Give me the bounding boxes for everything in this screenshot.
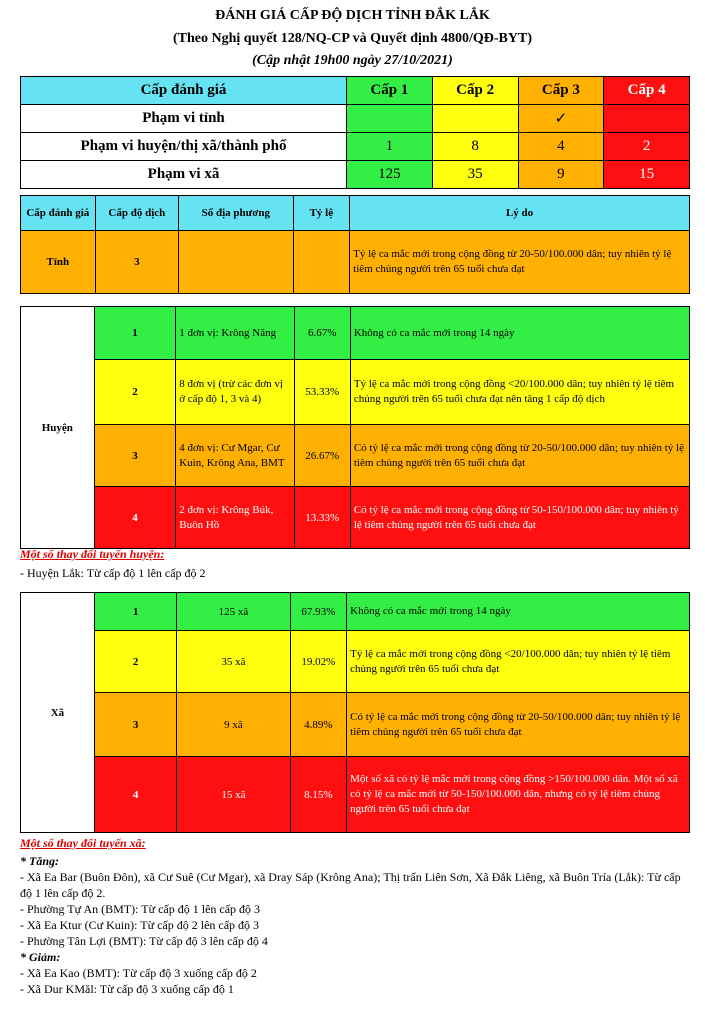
summary-header-label: Cấp đánh giá — [21, 77, 347, 105]
summary-header-row — [21, 77, 690, 105]
level-2-header: Cấp 2 — [432, 77, 518, 105]
ratio-cell — [293, 231, 350, 294]
reason-cell: Một số xã có tỷ lệ mắc mới trong cộng đồng >150/100.000 dân. Một số xã có tỷ lệ ca mắc mới từ 50-150/100.000 dân, nhưng có tỷ lệ tiêm chủng người trên 65 tuổi chưa đạt — [347, 757, 690, 833]
level-cell: 1 — [94, 593, 177, 631]
commune-changes-title: Một số thay đổi tuyến xã: — [20, 836, 146, 850]
col-header-reason: Lý do — [350, 196, 690, 231]
count-cell: 15 xã — [177, 757, 290, 833]
level-cell: 3 — [95, 231, 179, 294]
reason-cell: Không có ca mắc mới trong 14 ngày — [347, 593, 690, 631]
col-header-scope: Cấp đánh giá — [21, 196, 96, 231]
table-row — [21, 593, 690, 631]
level-cell: 2 — [94, 631, 177, 693]
count-cell — [179, 231, 293, 294]
reason-cell: Tỷ lệ ca mắc mới trong cộng đồng <20/100.000 dân; tuy nhiên tỷ lệ tiêm chủng người trên 65 tuổi chưa đạt — [347, 631, 690, 693]
summary-row-label: Phạm vi xã — [21, 161, 347, 189]
table-row — [21, 307, 690, 360]
count-cell: 1 đơn vị: Krông Năng — [176, 307, 294, 360]
page-title: ĐÁNH GIÁ CẤP ĐỘ DỊCH TỈNH ĐẮK LẮK — [215, 8, 490, 23]
check-mark-icon: ✓ — [518, 105, 604, 133]
increase-label: * Tăng: — [20, 854, 59, 868]
ratio-cell: 26.67% — [294, 425, 350, 487]
summary-cell: 125 — [347, 161, 433, 189]
list-item: - Xã Ea Kao (BMT): Từ cấp độ 3 xuống cấp độ 2 — [20, 966, 257, 980]
level-cell: 2 — [94, 360, 176, 425]
level-cell: 1 — [94, 307, 176, 360]
summary-cell: 9 — [518, 161, 604, 189]
count-cell: 9 xã — [177, 693, 290, 757]
province-row — [21, 231, 690, 294]
scope-label: Tỉnh — [21, 231, 96, 294]
district-change-item: - Huyện Lắk: Từ cấp độ 1 lên cấp độ 2 — [20, 566, 206, 580]
ratio-cell: 6.67% — [294, 307, 350, 360]
level-cell: 3 — [94, 693, 177, 757]
summary-cell: 1 — [347, 133, 433, 161]
table-row — [21, 757, 690, 833]
summary-row-province — [21, 105, 690, 133]
ratio-cell: 4.89% — [290, 693, 347, 757]
summary-row-commune — [21, 161, 690, 189]
summary-cell: 4 — [518, 133, 604, 161]
district-changes-title: Một số thay đổi tuyến huyện: — [20, 547, 165, 561]
table-row — [21, 487, 690, 549]
reason-cell: Có tỷ lệ ca mắc mới trong cộng đồng từ 20-50/100.000 dân; tuy nhiên tỷ lệ tiêm chủng người trên 65 tuổi chưa đạt — [350, 425, 689, 487]
count-cell: 8 đơn vị (trừ các đơn vị ở cấp độ 1, 3 và 4) — [176, 360, 294, 425]
reason-cell: Có tỷ lệ ca mắc mới trong cộng đồng từ 50-150/100.000 dân; tuy nhiên tỷ lệ tiêm chủng người trên 65 tuổi chưa đạt — [350, 487, 689, 549]
col-header-level: Cấp độ dịch — [95, 196, 179, 231]
summary-row-label: Phạm vi tỉnh — [21, 105, 347, 133]
ratio-cell: 8.15% — [290, 757, 347, 833]
level-1-header: Cấp 1 — [347, 77, 433, 105]
list-item: - Phường Tự An (BMT): Từ cấp độ 1 lên cấp độ 3 — [20, 902, 261, 916]
ratio-cell: 13.33% — [294, 487, 350, 549]
commune-changes — [20, 853, 690, 997]
list-item: - Phường Tân Lợi (BMT): Từ cấp độ 3 lên cấp độ 4 — [20, 934, 268, 948]
level-cell: 4 — [94, 487, 176, 549]
level-cell: 3 — [94, 425, 176, 487]
summary-cell — [604, 105, 690, 133]
reason-cell: Tỷ lệ ca mắc mới trong cộng đồng <20/100.000 dân; tuy nhiên tỷ lệ tiêm chủng người trên 65 tuổi chưa đạt nên tăng 1 cấp độ dịch — [350, 360, 689, 425]
count-cell: 125 xã — [177, 593, 290, 631]
update-timestamp: (Cập nhật 19h00 ngày 27/10/2021) — [252, 53, 453, 68]
count-cell: 35 xã — [177, 631, 290, 693]
detail-header-row — [21, 196, 690, 231]
summary-cell: 8 — [432, 133, 518, 161]
list-item: - Xã Dur KMăl: Từ cấp độ 3 xuống cấp độ 1 — [20, 982, 234, 996]
scope-label: Huyện — [21, 307, 95, 549]
summary-cell: 15 — [604, 161, 690, 189]
page-subtitle: (Theo Nghị quyết 128/NQ-CP và Quyết định 4800/QĐ-BYT) — [173, 31, 532, 46]
summary-row-district — [21, 133, 690, 161]
level-3-header: Cấp 3 — [518, 77, 604, 105]
district-table — [20, 306, 690, 549]
reason-cell: Có tỷ lệ ca mắc mới trong cộng đồng từ 20-50/100.000 dân; tuy nhiên tỷ lệ tiêm chủng người trên 65 tuổi chưa đạt — [347, 693, 690, 757]
summary-cell — [432, 105, 518, 133]
summary-table — [20, 76, 690, 189]
reason-cell: Không có ca mắc mới trong 14 ngày — [350, 307, 689, 360]
ratio-cell: 53.33% — [294, 360, 350, 425]
scope-label: Xã — [21, 593, 95, 833]
col-header-count: Số địa phương — [179, 196, 293, 231]
ratio-cell: 19.02% — [290, 631, 347, 693]
col-header-ratio: Tỷ lệ — [293, 196, 350, 231]
list-item: - Xã Ea Bar (Buôn Đôn), xã Cư Suê (Cư Mgar), xã Dray Sáp (Krông Ana); Thị trấn Liên Sơn, Xã Đắk Liêng, xã Buôn Tría (Lắk): Từ cấp độ 1 lên cấp độ 2. — [20, 870, 681, 900]
decrease-label: * Giảm: — [20, 950, 61, 964]
province-table — [20, 195, 690, 294]
reason-cell: Tỷ lệ ca mắc mới trong cộng đồng từ 20-50/100.000 dân; tuy nhiên tỷ lệ tiêm chủng người trên 65 tuổi chưa đạt — [350, 231, 690, 294]
table-row — [21, 360, 690, 425]
level-cell: 4 — [94, 757, 177, 833]
table-row — [21, 693, 690, 757]
list-item: - Xã Ea Ktur (Cư Kuin): Từ cấp độ 2 lên cấp độ 3 — [20, 918, 260, 932]
table-row — [21, 425, 690, 487]
summary-cell — [347, 105, 433, 133]
ratio-cell: 67.93% — [290, 593, 347, 631]
count-cell: 4 đơn vị: Cư Mgar, Cư Kuin, Krông Ana, BMT — [176, 425, 294, 487]
summary-row-label: Phạm vi huyện/thị xã/thành phố — [21, 133, 347, 161]
count-cell: 2 đơn vị: Krông Búk, Buôn Hồ — [176, 487, 294, 549]
table-row — [21, 631, 690, 693]
commune-table — [20, 592, 690, 833]
summary-cell: 2 — [604, 133, 690, 161]
summary-cell: 35 — [432, 161, 518, 189]
level-4-header: Cấp 4 — [604, 77, 690, 105]
